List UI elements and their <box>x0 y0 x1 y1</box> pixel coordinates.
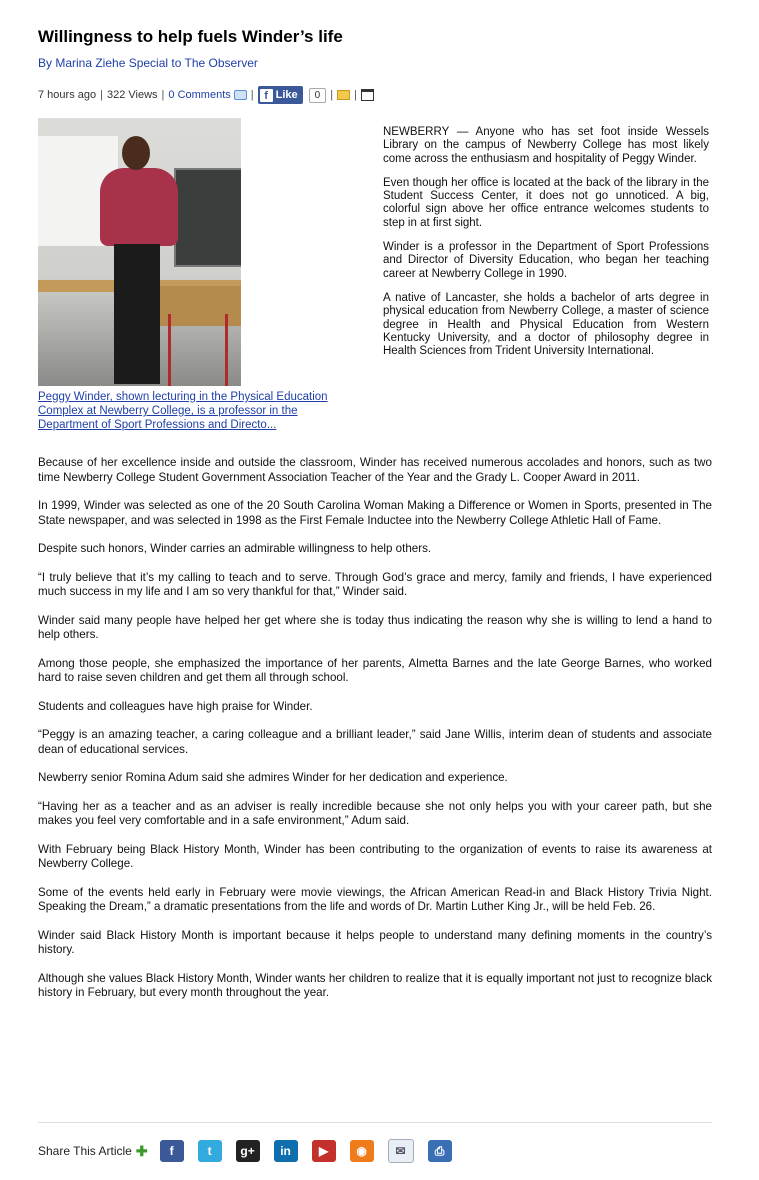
twitter-share-icon[interactable]: t <box>198 1140 222 1162</box>
paragraph: Although she values Black History Month, Winder wants her children to realize that it is equally important not just to recognize black history in February, but every month throughout the year. <box>38 971 712 999</box>
share-bar <box>38 1122 712 1163</box>
chair <box>168 314 228 386</box>
paragraph: Despite such honors, Winder carries an admirable willingness to help others. <box>38 542 432 555</box>
article <box>38 26 712 1015</box>
paragraph: NEWBERRY — Anyone who has set foot inside Wessels Library on the campus of Newberry College has most likely come across the enthusiasm and hospitality of Peggy Winder. <box>383 126 709 165</box>
timestamp: 7 hours ago <box>38 89 97 101</box>
paragraph: “I truly believe that it’s my calling to teach and to serve. Through God’s grace and mercy, family and friends, I have experienced much success in my life and I am so very thankful for that,” Winder said. <box>38 570 712 598</box>
paragraph: Even though her office is located at the back of the library in the Student Success Center, it does not go unnoticed. A big, colorful sign above her office entrance welcomes students to step in at first sight. <box>383 176 709 229</box>
like-count: 0 <box>309 88 327 103</box>
paragraph: Winder said many people have helped her get where she is today thus indicating the reason why she is willing to lend a hand to help others. <box>38 613 712 641</box>
facebook-icon: f <box>260 89 273 102</box>
paragraph: Winder is a professor in the Department of Sport Professions and Director of Diversity Education, who began her teaching career at Newberry College in 1990. <box>383 241 709 280</box>
paragraph: In 1999, Winder was selected as one of the 20 South Carolina Woman Making a Difference or Women in Sports, presented in The State newspaper, and was selected in 1998 as the First Female Inductee into the Newberry College Athletic Hall of Fame. <box>38 499 712 527</box>
youtube-share-icon[interactable]: ▶ <box>312 1140 336 1162</box>
person-head <box>122 136 150 170</box>
paragraph: With February being Black History Month, Winder has been contributing to the organization of events to raise its awareness at Newberry College. <box>38 842 712 870</box>
paragraph: A native of Lancaster, she holds a bachelor of arts degree in physical education from Newberry College, a master of science degree in Health and Physical Education from Western Kentucky University, and a doctor of philosophy degree in Health Sciences from Trident University International. <box>383 291 709 358</box>
person-body <box>100 168 178 246</box>
email-share-icon[interactable]: ✉ <box>388 1139 414 1163</box>
separator: | <box>100 89 103 101</box>
paragraph: Winder said Black History Month is important because it helps people to understand many defining moments in the country’s history. <box>38 928 712 956</box>
paragraph: Because of her excellence inside and outside the classroom, Winder has received numerous accolades and honors, such as two time Newberry College Student Government Association Teacher of the Year and the Grady L. Cooper Award in 2011. <box>38 456 712 484</box>
google-plus-share-icon[interactable]: g+ <box>236 1140 260 1162</box>
paragraph: Some of the events held early in February were movie viewings, the African American Read-in and Black History Trivia Night. Speaking the Dream,” a dramatic presentations from the life and words of Dr. Martin Luther King Jr., will be held Feb. 26. <box>38 885 712 913</box>
facebook-like-button[interactable] <box>258 86 303 104</box>
paragraph: Students and colleagues have high praise for Winder. <box>38 699 313 713</box>
comments-link[interactable]: 0 Comments <box>168 89 231 101</box>
print-icon[interactable] <box>361 89 374 101</box>
article-photo[interactable] <box>38 118 241 386</box>
byline[interactable]: By Marina Ziehe Special to The Observer <box>38 56 258 70</box>
print-share-icon[interactable]: ⎙ <box>428 1140 452 1162</box>
separator: | <box>354 89 357 101</box>
separator: | <box>161 89 165 101</box>
facebook-share-icon[interactable]: f <box>160 1140 184 1162</box>
article-body <box>38 456 712 1001</box>
lead-section <box>38 118 712 456</box>
email-icon[interactable] <box>337 90 350 100</box>
like-label: Like <box>275 89 298 101</box>
chalkboard <box>174 168 241 267</box>
person-legs <box>114 244 160 384</box>
separator: | <box>330 89 334 101</box>
lead-paragraphs <box>383 126 709 369</box>
plus-icon[interactable]: ✚ <box>135 1142 148 1159</box>
separator: | <box>250 89 254 101</box>
paragraph: Among those people, she emphasized the importance of her parents, Almetta Barnes and the late George Barnes, who worked hard to raise seven children and get them all through school. <box>38 656 712 684</box>
share-label: Share This Article <box>38 1144 132 1158</box>
view-count: 322 Views <box>106 89 158 101</box>
article-title: Willingness to help fuels Winder’s life <box>38 27 343 46</box>
article-meta <box>38 84 712 106</box>
paragraph: “Having her as a teacher and as an adviser is really incredible because she not only helps you with your career path, but she makes you feel very comfortable and in a safe environment,” Adum said. <box>38 799 712 827</box>
paragraph: “Peggy is an amazing teacher, a caring colleague and a brilliant leader,” said Jane Willis, interim dean of students and associate dean of educational services. <box>38 728 712 756</box>
rss-share-icon[interactable]: ◉ <box>350 1140 374 1162</box>
photo-caption[interactable]: Peggy Winder, shown lecturing in the Physical Education Complex at Newberry College, is a professor in the Department of Sport Professions and Directo... <box>38 391 328 431</box>
linkedin-share-icon[interactable]: in <box>274 1140 298 1162</box>
paragraph: Newberry senior Romina Adum said she admires Winder for her dedication and experience. <box>38 771 508 784</box>
comment-icon[interactable] <box>234 90 247 100</box>
